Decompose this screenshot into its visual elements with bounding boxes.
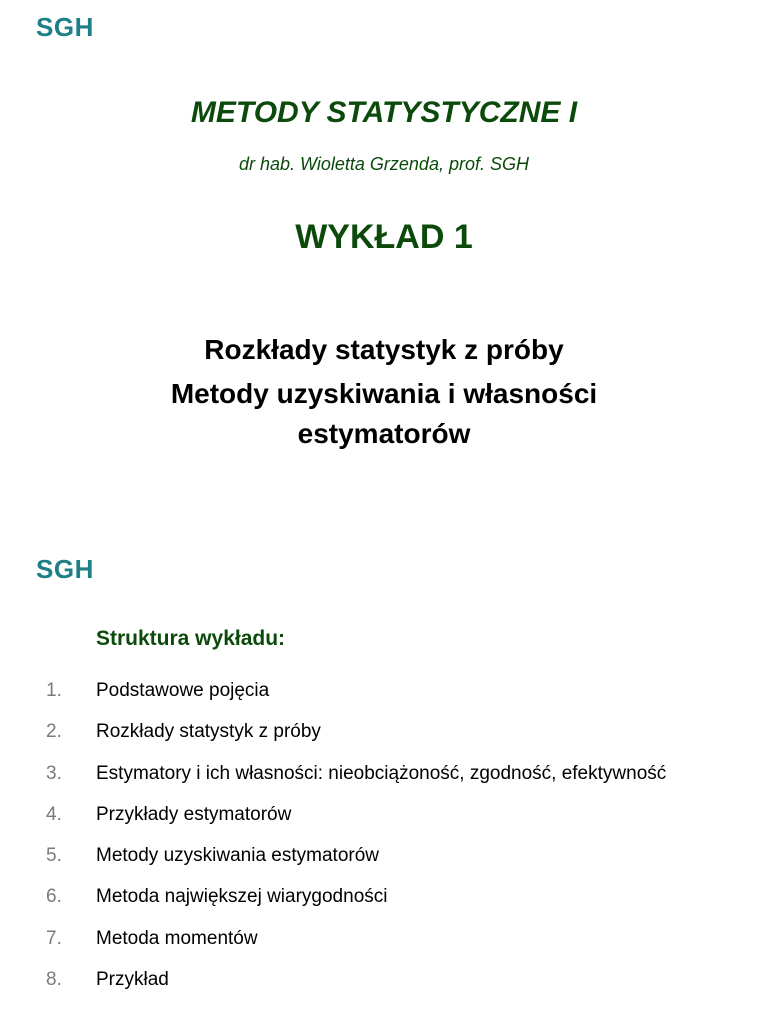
outline-item	[0, 804, 768, 845]
outline-item-text: Metoda momentów	[96, 927, 258, 949]
outline-heading: Struktura wykładu:	[96, 627, 286, 650]
outline-item	[0, 845, 768, 886]
outline-item-text: Metoda największej wiarygodności	[96, 886, 388, 908]
outline-item-number: 6.	[46, 886, 62, 908]
outline-item	[0, 721, 768, 762]
outline-item-number: 7.	[46, 927, 62, 949]
outline-item	[0, 969, 768, 1010]
outline-item-number: 1.	[46, 680, 62, 701]
outline-item-text: Podstawowe pojęcia	[96, 680, 270, 701]
outline-slide	[0, 512, 768, 1024]
outline-item	[0, 928, 768, 969]
topic-line-2: Metody uzyskiwania i własności	[170, 378, 598, 409]
course-title: METODY STATYSTYCZNE I	[190, 96, 578, 129]
sgh-logo: SGH	[36, 554, 94, 584]
outline-list	[0, 680, 768, 1010]
outline-item-text: Rozkłady statystyk z próby	[96, 721, 321, 743]
sgh-logo: SGH	[36, 12, 94, 42]
outline-item-text: Przykład	[96, 969, 169, 991]
topic-line-3: estymatorów	[297, 418, 471, 449]
outline-item-number: 2.	[46, 721, 62, 743]
author-line: dr hab. Wioletta Grzenda, prof. SGH	[239, 154, 529, 174]
outline-item	[0, 763, 768, 804]
outline-item-text: Przykłady estymatorów	[96, 803, 292, 825]
outline-item-number: 8.	[46, 969, 62, 991]
outline-item	[0, 886, 768, 927]
outline-item	[0, 680, 768, 721]
outline-item-number: 4.	[46, 803, 62, 825]
outline-item-number: 5.	[46, 845, 62, 867]
outline-item-number: 3.	[46, 762, 62, 784]
topic-line-1: Rozkłady statystyk z próby	[204, 334, 564, 365]
outline-item-text: Metody uzyskiwania estymatorów	[96, 845, 379, 867]
outline-item-text: Estymatory i ich własności: nieobciążoność, zgodność, efektywność	[96, 762, 667, 784]
lecture-number: WYKŁAD 1	[295, 218, 473, 256]
